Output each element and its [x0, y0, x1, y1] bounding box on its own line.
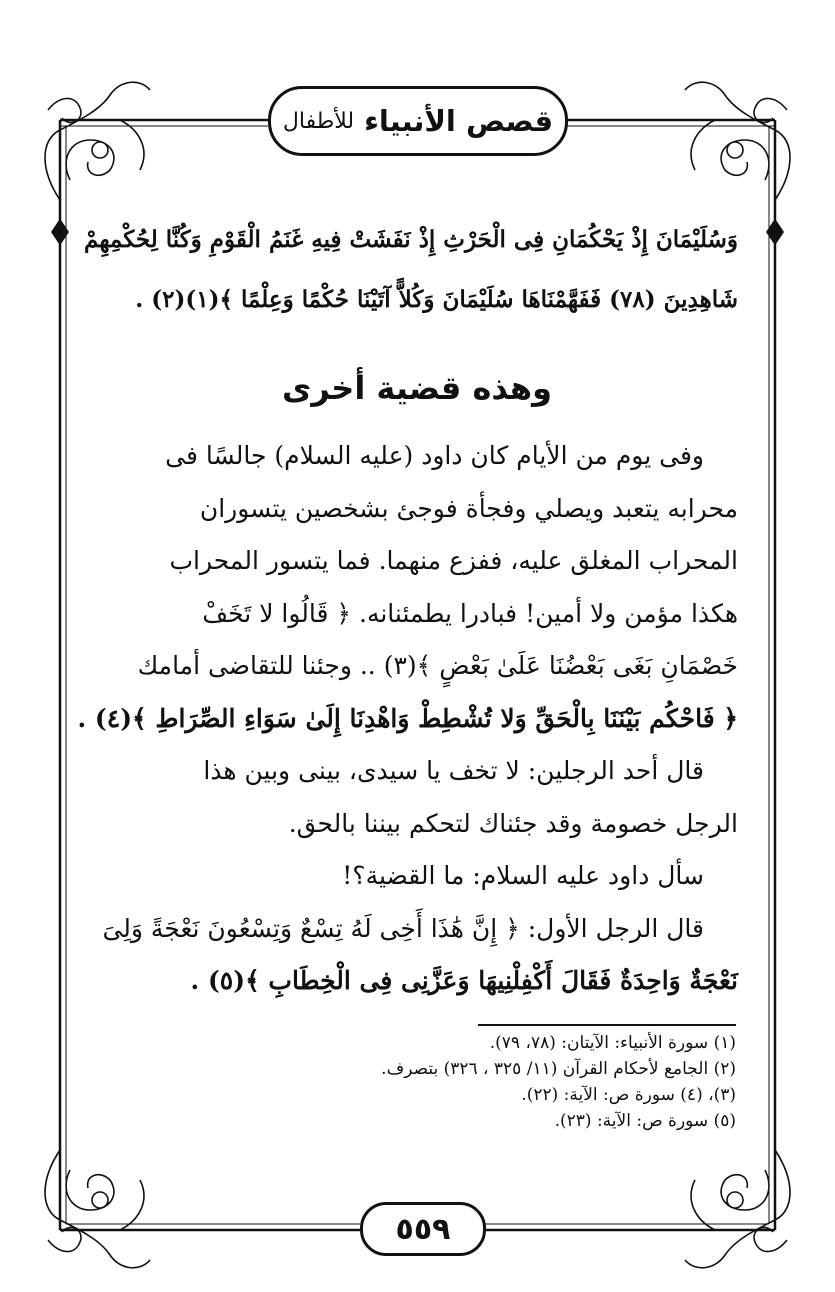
footnote: (١) سورة الأنبياء: الآيتان: (٧٨، ٧٩).	[489, 1033, 736, 1053]
corner-ornament-bottom-right	[685, 1150, 790, 1268]
footnote: (٢) الجامع لأحكام القرآن (١١/ ٣٢٥ ، ٣٢٦) بتصرف.	[381, 1059, 736, 1079]
body-line: قال الرجل الأول: ﴿ إِنَّ هَٰذَا أَخِى لَهُ تِسْعٌ وَتِسْعُونَ نَعْجَةً وَلِىَ	[102, 913, 704, 943]
footnotes	[280, 1030, 736, 1134]
verse-line: شَاهِدِينَ (٧٨) فَفَهَّمْنَاهَا سُلَيْمَانَ وَكُلاًّ آتَيْنَا حُكْمًا وَعِلْمًا ﴾(١)(٢) .	[135, 286, 738, 313]
book-title: قصص الأنبياء	[364, 104, 554, 138]
body-line: محرابه يتعبد ويصلي وفجأة فوجئ بشخصين يتسوران	[199, 493, 738, 523]
body-line: نَعْجَةٌ وَاحِدَةٌ فَقَالَ أَكْفِلْنِيهَا وَعَزَّنِى فِى الْخِطَابِ ﴾(٥) .	[190, 966, 738, 995]
footnote: (٥) سورة ص: الآية: (٢٣).	[554, 1111, 736, 1131]
body-line: هكذا مؤمن ولا أمين! فبادرا يطمئنانه. ﴿ قَالُوا لا تَخَفْ	[202, 598, 738, 628]
verse-block	[84, 212, 738, 332]
page-number: ٥٥٩	[360, 1202, 486, 1256]
footnote-divider	[478, 1024, 736, 1026]
body-line: وفى يوم من الأيام كان داود (عليه السلام) جالسًا فى	[165, 441, 704, 470]
section-title: وهذه قضية أخرى	[282, 369, 552, 407]
body-line: سأل داود عليه السلام: ما القضية؟!	[342, 861, 704, 890]
body-text	[77, 430, 738, 1008]
book-subtitle: للأطفال	[282, 108, 355, 134]
body-line: ﴿ فَاحْكُم بَيْنَنَا بِالْحَقِّ وَلا تُشْطِطْ وَاهْدِنَا إِلَىٰ سَوَاءِ الصِّرَاطِ ﴾(٤) .	[77, 703, 738, 733]
verse-line: وَسُلَيْمَانَ إِذْ يَحْكُمَانِ فِى الْحَرْثِ إِذْ نَفَشَتْ فِيهِ غَنَمُ الْقَوْمِ وَكُنَّا لِحُكْمِهِمْ	[84, 226, 738, 253]
body-line: الرجل خصومة وقد جئناك لتحكم بيننا بالحق.	[288, 808, 738, 838]
body-line: خَصْمَانِ بَغَى بَعْضُنَا عَلَىٰ بَعْضٍ ﴾(٣) .. وجئنا للتقاضى أمامك	[137, 651, 738, 680]
body-line: قال أحد الرجلين: لا تخف يا سيدى، بينى وبين هذا	[203, 756, 704, 785]
corner-ornament-bottom-left	[45, 1150, 150, 1268]
body-line: المحراب المغلق عليه، ففزع منهما. فما يتسور المحراب	[169, 546, 738, 575]
footnote: (٣)، (٤) سورة ص: الآية: (٢٢).	[521, 1085, 736, 1105]
book-title-header	[268, 86, 568, 156]
